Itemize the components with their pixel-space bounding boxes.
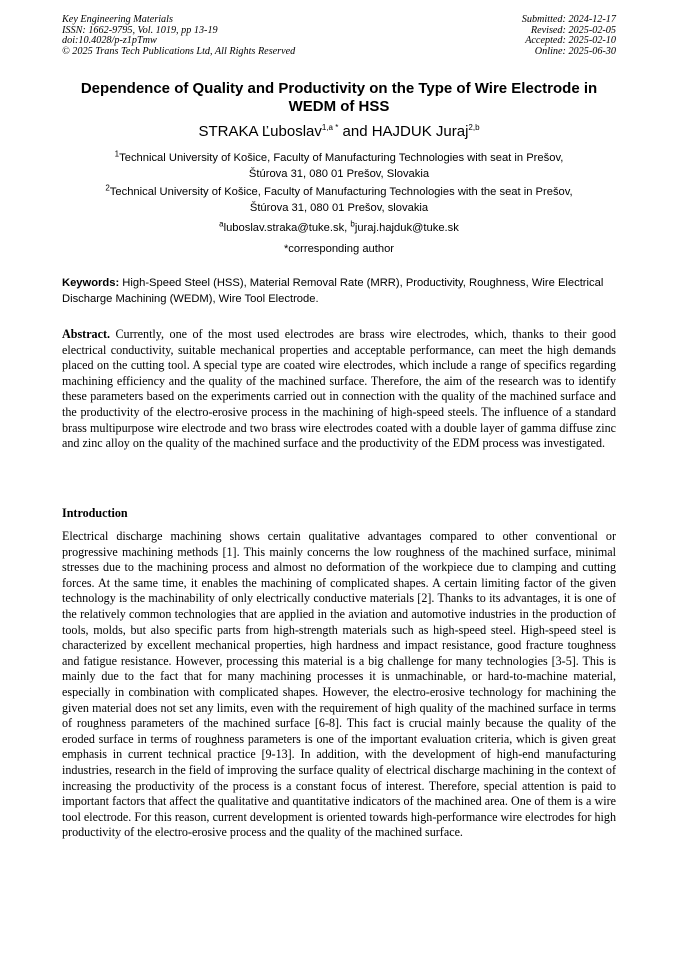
email-line	[62, 220, 616, 236]
journal-info	[62, 15, 295, 57]
affiliation-1-line-1: Technical University of Košice, Faculty of Manufacturing Technologies with seat in Prešov,	[119, 152, 564, 164]
author-and: and	[338, 123, 372, 140]
publication-dates	[522, 15, 616, 57]
affiliation-1-marker: 1	[114, 149, 120, 159]
online-date: Online: 2025-06-30	[534, 45, 616, 57]
journal-name: Key Engineering Materials	[62, 14, 173, 25]
email-b-marker: b	[350, 219, 355, 229]
doi-link[interactable]: doi:10.4028/p-z1pTmw	[62, 35, 157, 47]
keywords-text: High-Speed Steel (HSS), Material Removal Rate (MRR), Productivity, Roughness, Wire Electrical Discharge Machining (WEDM), Wire Tool Electrode.	[62, 277, 604, 305]
author-2: HAJDUK Juraj	[371, 123, 469, 140]
email-a-link[interactable]: luboslav.straka@tuke.sk	[223, 222, 345, 234]
abstract-text: Currently, one of the most used electrodes are brass wire electrodes, which, thanks to their good electrical conductivity, suitable mechanical properties and acceptable performance, can meet the high demands placed on the cutting tool. A special type are coated wire electrodes, which include a range of specifics regarding machining efficiency and the quality of the machined surface. Therefore, the aim of the research was to identify these parameters based on the experiments carried out in connection with the quality of the machined surface and the productivity of the electro-erosive process in the machining of high-speed steels. The influence of a standard brass multipurpose wire electrode and two brass wire electrodes coated with a double layer of gamma diffuse zinc and zinc alloy on the quality of the machined surface and the productivity of the EDM process was investigated.	[62, 327, 616, 451]
author-1: STRAKA Ľuboslav	[198, 123, 322, 140]
keywords-label: Keywords:	[62, 277, 120, 289]
affiliation-2-marker: 2	[105, 183, 110, 193]
affiliation-2	[62, 184, 616, 216]
affiliation-2-line-1: Technical University of Košice, Faculty of Manufacturing Technologies with the seat in Prešov,	[109, 186, 573, 198]
submitted-date: Submitted: 2024-12-17	[521, 14, 616, 25]
abstract-label: Abstract.	[62, 327, 111, 341]
journal-issn: ISSN: 1662-9795, Vol. 1019, pp 13-19	[62, 24, 218, 36]
author-1-marker: 1,a *	[321, 123, 339, 132]
keywords-section	[62, 276, 616, 307]
paper-title: Dependence of Quality and Productivity on the Type of Wire Electrode in WEDM of HSS	[80, 80, 598, 115]
author-line	[62, 123, 616, 141]
email-separator: ,	[344, 222, 351, 234]
accepted-date: Accepted: 2025-02-10	[525, 35, 616, 47]
abstract-section	[62, 327, 616, 452]
affiliation-1	[62, 150, 616, 182]
email-b-link[interactable]: juraj.hajduk@tuke.sk	[354, 222, 459, 234]
author-2-marker: 2,b	[468, 123, 480, 132]
corresponding-author-note: *corresponding author	[283, 243, 395, 255]
copyright-notice: © 2025 Trans Tech Publications Ltd, All Rights Reserved	[62, 45, 296, 57]
introduction-text: Electrical discharge machining shows certain qualitative advantages compared to other conventional or progressive machining methods [1]. This mainly concerns the low roughness of the machined surface, minimal stresses due to the machining process and almost no deformation of the workpiece due to clamping and cutting forces. At the same time, it enables the machining of complicated shapes. A certain limiting factor of the given technology is the machinability of only electrically conductive materials [2]. Thanks to its advantages, it is one of the relatively common technologies that are applied in the aviation and automotive industries in the production of tools, molds, but also specific parts from high-strength materials such as high-speed steel. High-speed steel is characterized by excellent mechanical properties, high hardness and impact resistance, good fracture toughness and fatigue resistance. However, processing this material is a big challenge for many technologies [3-5]. This is mainly due to the fact that for many machining processes it is unmachinable, or hard-to-machine material, especially in combination with complicated shapes. However, the electro-erosive technology for machining the given material does not set any limits, even with the requirement of high quality of the machined surface in terms of roughness parameters of the machined surface [6-8]. This fact is crucial mainly because the quality of the eroded surface in terms of roughness parameters is one of the important evaluation criteria, which is given great emphasis in current technical practice [9-13]. In addition, with the development of high-end manufacturing industries, research in the field of improving the surface quality of electrical discharge machining in the context of increasing the productivity of the process is a constant focus of interest. Therefore, special attention is paid to important factors that affect the qualitative and quantitative indicators of the machined area. One of them is a wire tool electrode. For this reason, current development is oriented towards high-performance wire electrodes for high productivity of the electro-erosive process and the quality of the machined surface.	[62, 529, 616, 840]
email-a-marker: a	[219, 219, 224, 229]
affiliation-1-line-2: Štúrova 31, 080 01 Prešov, Slovakia	[248, 168, 430, 180]
affiliation-2-line-2: Štúrova 31, 080 01 Prešov, slovakia	[249, 202, 429, 214]
revised-date: Revised: 2025-02-05	[530, 24, 616, 36]
introduction-heading: Introduction	[62, 506, 128, 520]
